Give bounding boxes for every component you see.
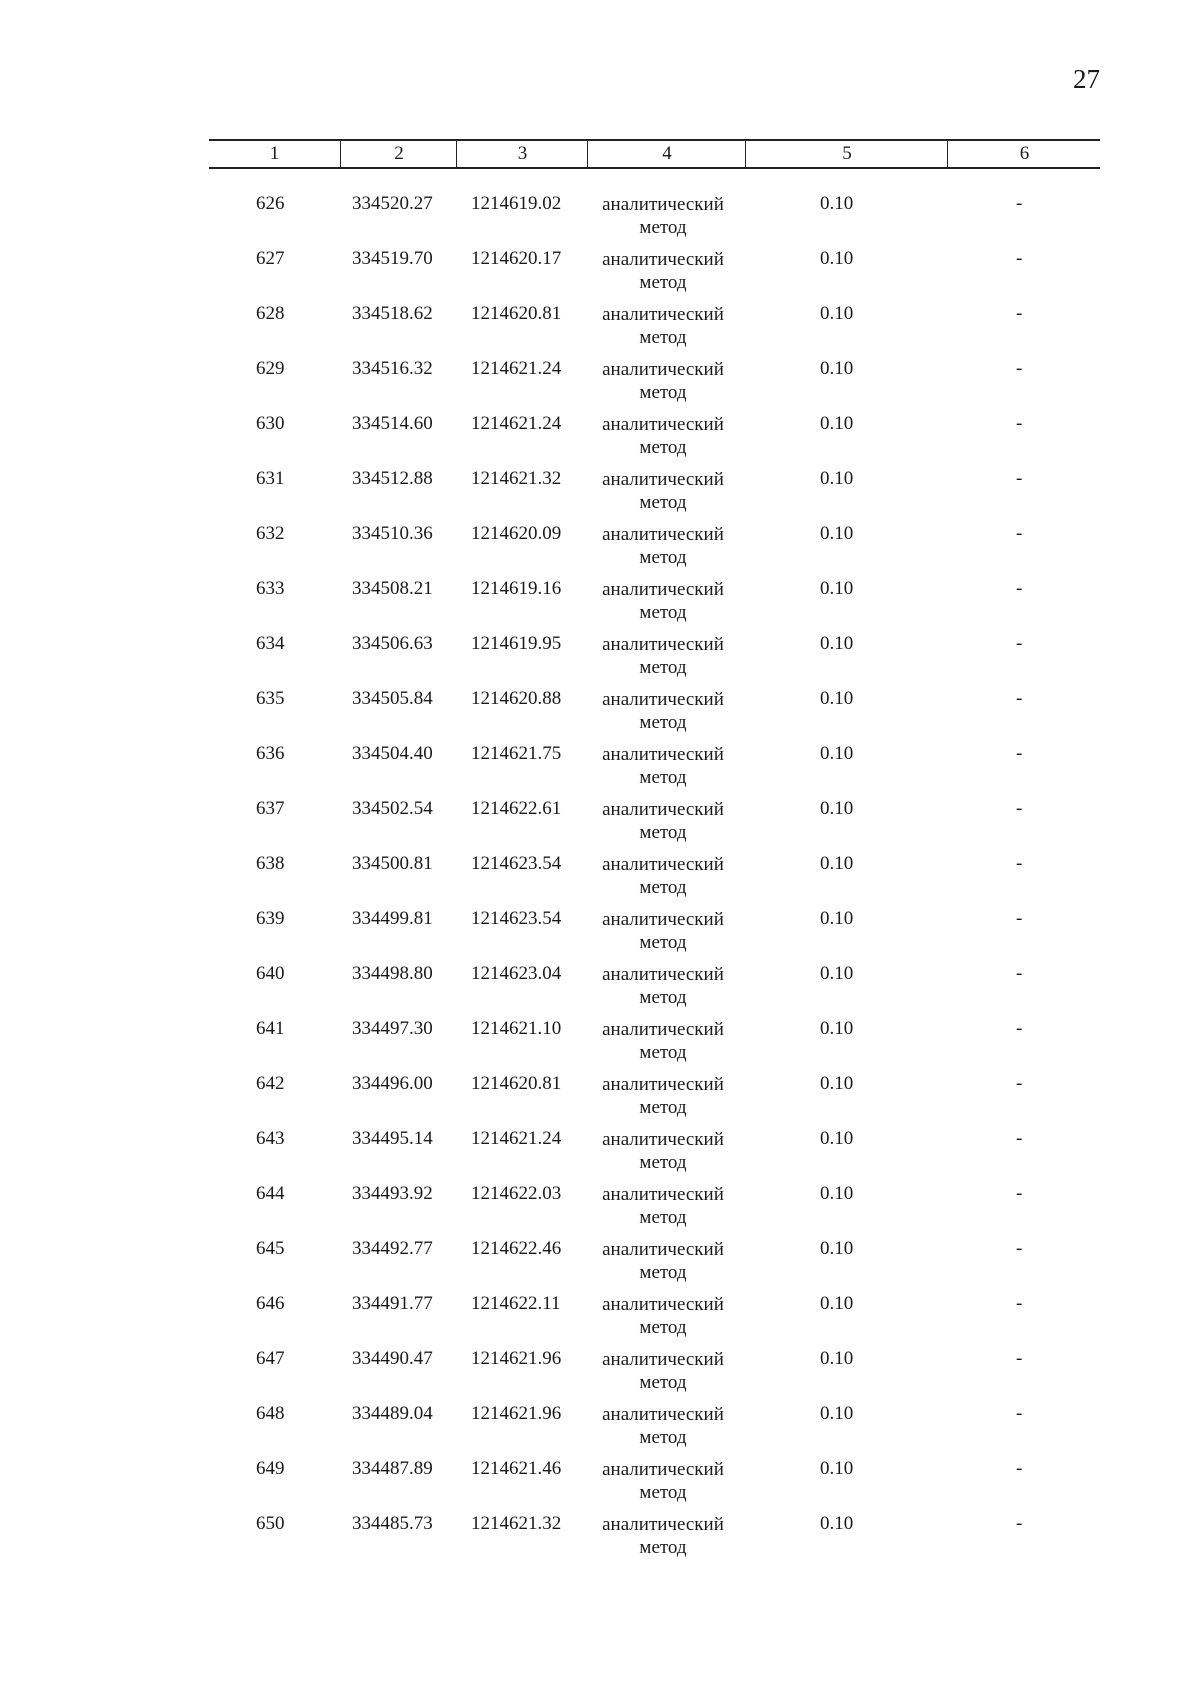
method-cell: аналитический метод (602, 854, 724, 898)
note-cell: - (1016, 193, 1023, 214)
method-cell: аналитический метод (602, 634, 724, 678)
method-cell: аналитический метод (602, 469, 724, 513)
method-cell: аналитический метод (602, 1294, 724, 1338)
note-cell: - (1016, 798, 1023, 819)
x-coordinate-cell: 334504.40 (352, 743, 433, 764)
x-coordinate-cell: 334491.77 (352, 1293, 433, 1314)
page-number: 27 (1073, 64, 1100, 94)
note-cell: - (1016, 1018, 1023, 1039)
point-number-cell: 647 (256, 1348, 285, 1369)
table-row (0, 1180, 1200, 1235)
y-coordinate-cell: 1214621.24 (471, 413, 562, 434)
note-cell: - (1016, 248, 1023, 269)
note-cell: - (1016, 1458, 1023, 1479)
x-coordinate-cell: 334489.04 (352, 1403, 433, 1424)
table-row (0, 740, 1200, 795)
method-cell: аналитический метод (602, 799, 724, 843)
method-cell: аналитический метод (602, 249, 724, 293)
point-number-cell: 649 (256, 1458, 285, 1479)
point-number-cell: 627 (256, 248, 285, 269)
x-coordinate-cell: 334487.89 (352, 1458, 433, 1479)
point-number-cell: 629 (256, 358, 285, 379)
accuracy-cell: 0.10 (820, 908, 854, 929)
accuracy-cell: 0.10 (820, 468, 854, 489)
note-cell: - (1016, 743, 1023, 764)
point-number-cell: 633 (256, 578, 285, 599)
table-row (0, 300, 1200, 355)
point-number-cell: 642 (256, 1073, 285, 1094)
y-coordinate-cell: 1214621.32 (471, 468, 562, 489)
method-cell: аналитический метод (602, 1074, 724, 1118)
accuracy-cell: 0.10 (820, 1238, 854, 1259)
accuracy-cell: 0.10 (820, 303, 854, 324)
x-coordinate-cell: 334497.30 (352, 1018, 433, 1039)
method-cell: аналитический метод (602, 1349, 724, 1393)
x-coordinate-cell: 334512.88 (352, 468, 433, 489)
column-header-3: 3 (456, 141, 588, 167)
note-cell: - (1016, 1128, 1023, 1149)
accuracy-cell: 0.10 (820, 633, 854, 654)
note-cell: - (1016, 853, 1023, 874)
y-coordinate-cell: 1214622.11 (471, 1293, 561, 1314)
accuracy-cell: 0.10 (820, 1513, 854, 1534)
y-coordinate-cell: 1214623.54 (471, 908, 562, 929)
table-row (0, 1455, 1200, 1510)
x-coordinate-cell: 334518.62 (352, 303, 433, 324)
table-row (0, 1235, 1200, 1290)
point-number-cell: 644 (256, 1183, 285, 1204)
table-row (0, 465, 1200, 520)
method-cell: аналитический метод (602, 1019, 724, 1063)
y-coordinate-cell: 1214623.04 (471, 963, 562, 984)
accuracy-cell: 0.10 (820, 1073, 854, 1094)
note-cell: - (1016, 963, 1023, 984)
y-coordinate-cell: 1214621.24 (471, 1128, 562, 1149)
table-row (0, 1125, 1200, 1180)
accuracy-cell: 0.10 (820, 578, 854, 599)
point-number-cell: 634 (256, 633, 285, 654)
column-header-6: 6 (947, 141, 1101, 167)
note-cell: - (1016, 1183, 1023, 1204)
note-cell: - (1016, 413, 1023, 434)
x-coordinate-cell: 334514.60 (352, 413, 433, 434)
point-number-cell: 645 (256, 1238, 285, 1259)
accuracy-cell: 0.10 (820, 798, 854, 819)
note-cell: - (1016, 1238, 1023, 1259)
table-row (0, 1290, 1200, 1345)
x-coordinate-cell: 334516.32 (352, 358, 433, 379)
point-number-cell: 641 (256, 1018, 285, 1039)
method-cell: аналитический метод (602, 1129, 724, 1173)
x-coordinate-cell: 334485.73 (352, 1513, 433, 1534)
accuracy-cell: 0.10 (820, 1458, 854, 1479)
table-row (0, 1070, 1200, 1125)
method-cell: аналитический метод (602, 414, 724, 458)
note-cell: - (1016, 908, 1023, 929)
method-cell: аналитический метод (602, 304, 724, 348)
method-cell: аналитический метод (602, 1404, 724, 1448)
column-header-1: 1 (269, 143, 280, 164)
y-coordinate-cell: 1214620.09 (471, 523, 562, 544)
y-coordinate-cell: 1214619.02 (471, 193, 562, 214)
table-row (0, 1015, 1200, 1070)
accuracy-cell: 0.10 (820, 853, 854, 874)
accuracy-cell: 0.10 (820, 963, 854, 984)
note-cell: - (1016, 578, 1023, 599)
accuracy-cell: 0.10 (820, 1348, 854, 1369)
y-coordinate-cell: 1214621.96 (471, 1403, 562, 1424)
y-coordinate-cell: 1214619.95 (471, 633, 562, 654)
x-coordinate-cell: 334496.00 (352, 1073, 433, 1094)
y-coordinate-cell: 1214621.24 (471, 358, 562, 379)
x-coordinate-cell: 334508.21 (352, 578, 433, 599)
table-row (0, 795, 1200, 850)
x-coordinate-cell: 334499.81 (352, 908, 433, 929)
point-number-cell: 639 (256, 908, 285, 929)
note-cell: - (1016, 468, 1023, 489)
table-row (0, 1345, 1200, 1400)
table-row (0, 1510, 1200, 1565)
x-coordinate-cell: 334490.47 (352, 1348, 433, 1369)
y-coordinate-cell: 1214619.16 (471, 578, 562, 599)
note-cell: - (1016, 1513, 1023, 1534)
method-cell: аналитический метод (602, 1514, 724, 1558)
y-coordinate-cell: 1214621.96 (471, 1348, 562, 1369)
accuracy-cell: 0.10 (820, 1293, 854, 1314)
note-cell: - (1016, 688, 1023, 709)
y-coordinate-cell: 1214622.46 (471, 1238, 562, 1259)
accuracy-cell: 0.10 (820, 413, 854, 434)
accuracy-cell: 0.10 (820, 193, 854, 214)
point-number-cell: 643 (256, 1128, 285, 1149)
y-coordinate-cell: 1214621.10 (471, 1018, 562, 1039)
method-cell: аналитический метод (602, 1184, 724, 1228)
point-number-cell: 648 (256, 1403, 285, 1424)
point-number-cell: 632 (256, 523, 285, 544)
x-coordinate-cell: 334506.63 (352, 633, 433, 654)
table-row (0, 850, 1200, 905)
note-cell: - (1016, 358, 1023, 379)
table-row (0, 685, 1200, 740)
point-number-cell: 628 (256, 303, 285, 324)
y-coordinate-cell: 1214620.88 (471, 688, 562, 709)
note-cell: - (1016, 523, 1023, 544)
table-row (0, 575, 1200, 630)
method-cell: аналитический метод (602, 744, 724, 788)
method-cell: аналитический метод (602, 1239, 724, 1283)
method-cell: аналитический метод (602, 964, 724, 1008)
accuracy-cell: 0.10 (820, 248, 854, 269)
accuracy-cell: 0.10 (820, 358, 854, 379)
y-coordinate-cell: 1214621.32 (471, 1513, 562, 1534)
point-number-cell: 631 (256, 468, 285, 489)
y-coordinate-cell: 1214620.81 (471, 303, 562, 324)
method-cell: аналитический метод (602, 1459, 724, 1503)
table-row (0, 520, 1200, 575)
table-row (0, 1400, 1200, 1455)
y-coordinate-cell: 1214620.81 (471, 1073, 562, 1094)
point-number-cell: 636 (256, 743, 285, 764)
x-coordinate-cell: 334520.27 (352, 193, 433, 214)
table-header (209, 139, 1100, 169)
x-coordinate-cell: 334498.80 (352, 963, 433, 984)
note-cell: - (1016, 1403, 1023, 1424)
accuracy-cell: 0.10 (820, 1183, 854, 1204)
method-cell: аналитический метод (602, 194, 724, 238)
table-row (0, 905, 1200, 960)
x-coordinate-cell: 334500.81 (352, 853, 433, 874)
x-coordinate-cell: 334505.84 (352, 688, 433, 709)
point-number-cell: 640 (256, 963, 285, 984)
method-cell: аналитический метод (602, 579, 724, 623)
note-cell: - (1016, 303, 1023, 324)
y-coordinate-cell: 1214620.17 (471, 248, 562, 269)
table-row (0, 245, 1200, 300)
note-cell: - (1016, 1293, 1023, 1314)
x-coordinate-cell: 334519.70 (352, 248, 433, 269)
accuracy-cell: 0.10 (820, 688, 854, 709)
point-number-cell: 637 (256, 798, 285, 819)
point-number-cell: 630 (256, 413, 285, 434)
y-coordinate-cell: 1214622.61 (471, 798, 562, 819)
x-coordinate-cell: 334502.54 (352, 798, 433, 819)
note-cell: - (1016, 1348, 1023, 1369)
table-row (0, 960, 1200, 1015)
accuracy-cell: 0.10 (820, 743, 854, 764)
point-number-cell: 638 (256, 853, 285, 874)
x-coordinate-cell: 334493.92 (352, 1183, 433, 1204)
table-row (0, 190, 1200, 245)
table-row (0, 355, 1200, 410)
x-coordinate-cell: 334510.36 (352, 523, 433, 544)
note-cell: - (1016, 1073, 1023, 1094)
method-cell: аналитический метод (602, 359, 724, 403)
point-number-cell: 650 (256, 1513, 285, 1534)
method-cell: аналитический метод (602, 524, 724, 568)
point-number-cell: 626 (256, 193, 285, 214)
y-coordinate-cell: 1214623.54 (471, 853, 562, 874)
y-coordinate-cell: 1214621.75 (471, 743, 562, 764)
column-header-2: 2 (340, 141, 457, 167)
accuracy-cell: 0.10 (820, 1403, 854, 1424)
y-coordinate-cell: 1214622.03 (471, 1183, 562, 1204)
accuracy-cell: 0.10 (820, 1018, 854, 1039)
method-cell: аналитический метод (602, 909, 724, 953)
method-cell: аналитический метод (602, 689, 724, 733)
accuracy-cell: 0.10 (820, 523, 854, 544)
accuracy-cell: 0.10 (820, 1128, 854, 1149)
y-coordinate-cell: 1214621.46 (471, 1458, 562, 1479)
x-coordinate-cell: 334492.77 (352, 1238, 433, 1259)
column-header-5: 5 (745, 141, 948, 167)
note-cell: - (1016, 633, 1023, 654)
table-row (0, 630, 1200, 685)
x-coordinate-cell: 334495.14 (352, 1128, 433, 1149)
column-header-4: 4 (587, 141, 746, 167)
point-number-cell: 646 (256, 1293, 285, 1314)
point-number-cell: 635 (256, 688, 285, 709)
table-row (0, 410, 1200, 465)
